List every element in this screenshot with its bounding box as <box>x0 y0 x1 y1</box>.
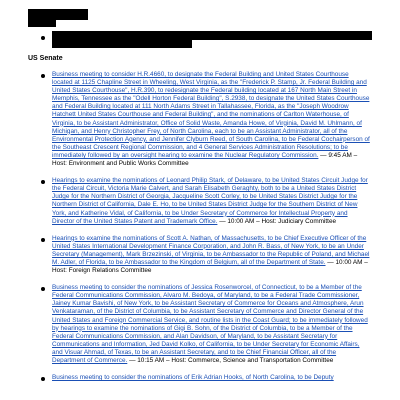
list-item <box>52 284 370 365</box>
list-item <box>52 374 370 382</box>
hearing-meta: — 10:00 AM – Host: Foreign Relations Committee <box>52 258 368 275</box>
hearing-link[interactable]: Business meeting to consider the nominations of Jessica Rosenworcel, of Connecticut, to be a Member of the Federal Communications Commission, Alvaro M. Bedoya, of Maryland, to be a Federal Trade Commissioner, Jainey Kumar Bavishi, of New York, to be Assistant Secretary of Commerce for Oceans and Atmosphere, Arun Venkataraman, of the District of Columbia, to be Assistant Secretary of Commerce and Director General of the United States and Foreign Commercial Service, and routine lists in the Coast Guard; to be immediately followed by hearings to examine the nominations of Gigi B. Sohn, of the District of Columbia, to be a Member of the Federal Communications Commission, and Alan Davidson, of Maryland, to be Assistant Secretary for Communications and Information, Jed David Kolko, of California, to be Under Secretary for Economic Affairs, and Visuar Ahmad, of Texas, to be an Assistant Secretary, and to be Chief Financial Officer, all of the Department of Commerce. <box>52 284 368 364</box>
hearing-link[interactable]: Hearings to examine the nominations of Leonard Philip Stark, of Delaware, to be United States Circuit Judge for the Federal Circuit, Victoria Marie Calvert, and Sarah Elisabeth Geraghty, both to be a United States District Judge for the Northern District of Georgia, Jacqueline Scott Corley, to be United States District Judge for the Northern District of California, Dale E. Ho, to be United States District Judge for the Southern District of New York, and Katherine Vidal, of California, to be Under Secretary of Commerce for Intellectual Property and Director of the United States Patent and Trademark Office. <box>52 177 368 225</box>
hearing-meta: — 10:15 AM – Host: Commerce, Science and Transportation Committee <box>127 357 334 364</box>
hearing-meta: — 10:00 AM – Host: Judiciary Committee <box>217 217 337 225</box>
hearing-meta: — 9:45 AM – Host: Environment and Public Works Committee <box>52 151 358 168</box>
hearing-link[interactable]: Business meeting to consider the nominations of Erik Adrian Hooks, of North Carolina, to be Deputy <box>52 374 334 382</box>
hearing-list <box>52 71 370 391</box>
redacted-block <box>28 9 88 20</box>
list-item <box>52 177 370 226</box>
list-item <box>52 71 370 168</box>
list-item <box>52 235 370 275</box>
bullet-icon <box>41 36 45 40</box>
hearing-link[interactable]: Hearings to examine the nominations of Scott A. Nathan, of Massachusetts, to be Chief Executive Officer of the United States International Development Finance Corporation, and John R. Bass, of New York, to be an Under Secretary (Management), Mark Brzezinski, of Virginia, to be Ambassador to the Republic of Poland, and Michael M. Adler, of Florida, to be Ambassador to the Kingdom of Belgium, all of the Department of State. <box>52 234 370 266</box>
hearing-link[interactable]: Business meeting to consider H.R.4660, to designate the Federal Building and United States Courthouse located at 1125 Chapline Street in Wheeling, West Virginia, as the "Frederick P. Stamp, Jr. Federal Building and United States Courthouse", H.R.390, to redesignate the Federal building located at 167 North Main Street in Memphis, Tennessee as the "Odell Horton Federal Building", S.2938, to designate the United States Courthouse and Federal Building located at 111 North Adams Street in Tallahassee, Florida, as the "Joseph Woodrow Hatchett United States Courthouse and Federal Building", and the nominations of Carlton Waterhouse, of Virginia, to be Assistant Administrator, Office of Solid Waste, Amanda Howe, of Virginia, David M. Uhlmann, of Michigan, and Henry Christopher Frey, of North Carolina, each to be an Assistant Administrator, all of the Environmental Protection Agency, and Jennifer Clyburn Reed, of South Carolina, to be Federal Cochairperson of the Southeast Crescent Regional Commission, and 4 General Services Administration Resolutions; to be immediately followed by an oversight hearing to examine the Nuclear Regulatory Commission. <box>52 71 370 159</box>
section-title: US Senate <box>28 55 63 62</box>
redacted-block <box>28 20 56 27</box>
redacted-block <box>52 40 192 48</box>
redacted-block <box>52 31 372 40</box>
